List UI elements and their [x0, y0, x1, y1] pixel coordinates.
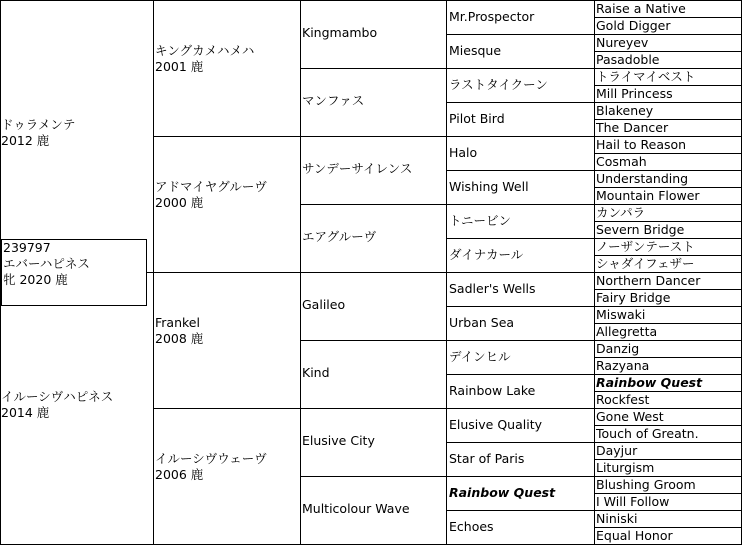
- gen5-horse-name: ノーザンテースト: [596, 238, 695, 254]
- gen3-divider: [300, 68, 446, 69]
- gen2-horse-name: Frankel: [155, 315, 200, 330]
- gen5-horse-name: Razyana: [596, 357, 650, 373]
- gen5-horse-name: Mountain Flower: [596, 187, 700, 203]
- gen5-horse-name: Dayjur: [596, 442, 638, 458]
- gen1-horse-name: イルーシヴハピネス: [1, 389, 114, 404]
- gen4-horse-name: ダイナカール: [449, 247, 524, 262]
- gen5-horse-name: Blakeney: [596, 102, 654, 118]
- gen5-horse-name: カンパラ: [596, 204, 646, 220]
- gen2-horse-year: 2001 鹿: [155, 59, 204, 74]
- gen4-horse-name: Sadler's Wells: [449, 281, 536, 296]
- gen4-horse-name: デインヒル: [449, 349, 511, 364]
- gen5-horse-name: Raise a Native: [596, 0, 686, 16]
- gen2-horse-year: 2000 鹿: [155, 195, 204, 210]
- gen4-divider: [446, 476, 594, 477]
- gen3-horse-name: エアグルーヴ: [302, 229, 377, 244]
- gen2-horse-name: アドマイヤグルーヴ: [155, 179, 267, 194]
- gen5-horse-name: Touch of Greatn.: [596, 425, 699, 441]
- gen4-horse-name: Pilot Bird: [449, 111, 505, 126]
- gen4-horse-name: ラストタイクーン: [449, 77, 548, 92]
- gen4-horse-name: Star of Paris: [449, 451, 525, 466]
- gen3-horse-name: Kingmambo: [302, 25, 378, 40]
- subject-id: 239797: [3, 240, 51, 255]
- gen5-horse-name: Equal Honor: [596, 527, 673, 543]
- gen3-horse-name: Kind: [302, 365, 330, 380]
- gen4-divider: [446, 340, 594, 341]
- gen4-divider: [446, 374, 594, 375]
- gen5-horse-name: Cosmah: [596, 153, 647, 169]
- gen5-horse-name: Northern Dancer: [596, 272, 701, 288]
- gen4-horse-name: Urban Sea: [449, 315, 515, 330]
- gen1-horse-year: 2014 鹿: [1, 405, 50, 420]
- gen5-horse-name: トライマイベスト: [596, 68, 696, 84]
- gen3-divider: [300, 476, 446, 477]
- gen4-divider: [446, 136, 594, 137]
- gen5-horse-name: Gone West: [596, 408, 664, 424]
- gen4-horse-name: Mr.Prospector: [449, 9, 535, 24]
- gen5-horse-name: Blushing Groom: [596, 476, 696, 492]
- gen5-horse-name: Mill Princess: [596, 85, 673, 101]
- gen3-horse-name: Galileo: [302, 297, 346, 312]
- gen3-divider: [300, 272, 446, 273]
- gen5-horse-name: Miswaki: [596, 306, 646, 322]
- gen4-horse-name: Elusive Quality: [449, 417, 543, 432]
- gen5-horse-name: Danzig: [596, 340, 640, 356]
- gen4-divider: [446, 238, 594, 239]
- gen4-horse-name: Rainbow Quest: [449, 485, 556, 500]
- gen4-horse-name: Halo: [449, 145, 478, 160]
- gen5-horse-name: Nureyev: [596, 34, 649, 50]
- gen3-divider: [300, 136, 446, 137]
- gen3-horse-name: Multicolour Wave: [302, 501, 410, 516]
- gen5-horse-name: Severn Bridge: [596, 221, 685, 237]
- gen4-divider: [446, 68, 594, 69]
- subject-info: 牝 2020 鹿: [3, 272, 68, 287]
- gen4-divider: [446, 204, 594, 205]
- gen3-divider: [300, 408, 446, 409]
- gen5-horse-name: Hail to Reason: [596, 136, 687, 152]
- gen4-divider: [446, 306, 594, 307]
- subject-horse-box: [1, 239, 147, 306]
- gen2-divider: [153, 272, 300, 273]
- subject-name: エバーハピネス: [3, 256, 90, 271]
- gen3-divider: [300, 204, 446, 205]
- gen4-divider: [446, 442, 594, 443]
- gen4-divider: [446, 510, 594, 511]
- gen5-horse-name: Niniski: [596, 510, 638, 526]
- gen4-divider: [446, 408, 594, 409]
- gen1-horse-year: 2012 鹿: [1, 133, 50, 148]
- gen4-divider: [446, 170, 594, 171]
- gen4-horse-name: Echoes: [449, 519, 494, 534]
- gen4-horse-name: トニービン: [449, 213, 512, 228]
- gen5-horse-name: Rainbow Quest: [596, 374, 703, 390]
- gen5-horse-name: Pasadoble: [596, 51, 660, 67]
- gen5-horse-name: Gold Digger: [596, 17, 671, 33]
- gen4-divider: [446, 272, 594, 273]
- gen3-horse-name: マンファス: [302, 93, 365, 108]
- gen2-horse-name: イルーシヴウェーヴ: [155, 451, 267, 466]
- gen5-horse-name: I Will Follow: [596, 493, 670, 509]
- gen2-horse-name: キングカメハメハ: [155, 43, 255, 58]
- gen5-horse-name: The Dancer: [596, 119, 669, 135]
- gen5-horse-name: Rockfest: [596, 391, 650, 407]
- gen5-horse-name: シャダイフェザー: [596, 255, 695, 271]
- gen5-horse-name: Fairy Bridge: [596, 289, 671, 305]
- gen4-horse-name: Rainbow Lake: [449, 383, 536, 398]
- gen2-divider: [153, 408, 300, 409]
- gen3-horse-name: Elusive City: [302, 433, 375, 448]
- gen3-divider: [300, 340, 446, 341]
- gen1-horse-name: ドゥラメンテ: [1, 117, 76, 132]
- gen4-horse-name: Wishing Well: [449, 179, 529, 194]
- gen2-horse-year: 2006 鹿: [155, 467, 204, 482]
- gen2-divider: [153, 136, 300, 137]
- gen2-horse-year: 2008 鹿: [155, 331, 204, 346]
- gen5-horse-name: Allegretta: [596, 323, 658, 339]
- gen3-horse-name: サンデーサイレンス: [302, 161, 413, 176]
- gen5-horse-name: Liturgism: [596, 459, 655, 475]
- gen4-divider: [446, 34, 594, 35]
- gen5-horse-name: Understanding: [596, 170, 689, 186]
- gen4-horse-name: Miesque: [449, 43, 502, 58]
- gen4-divider: [446, 102, 594, 103]
